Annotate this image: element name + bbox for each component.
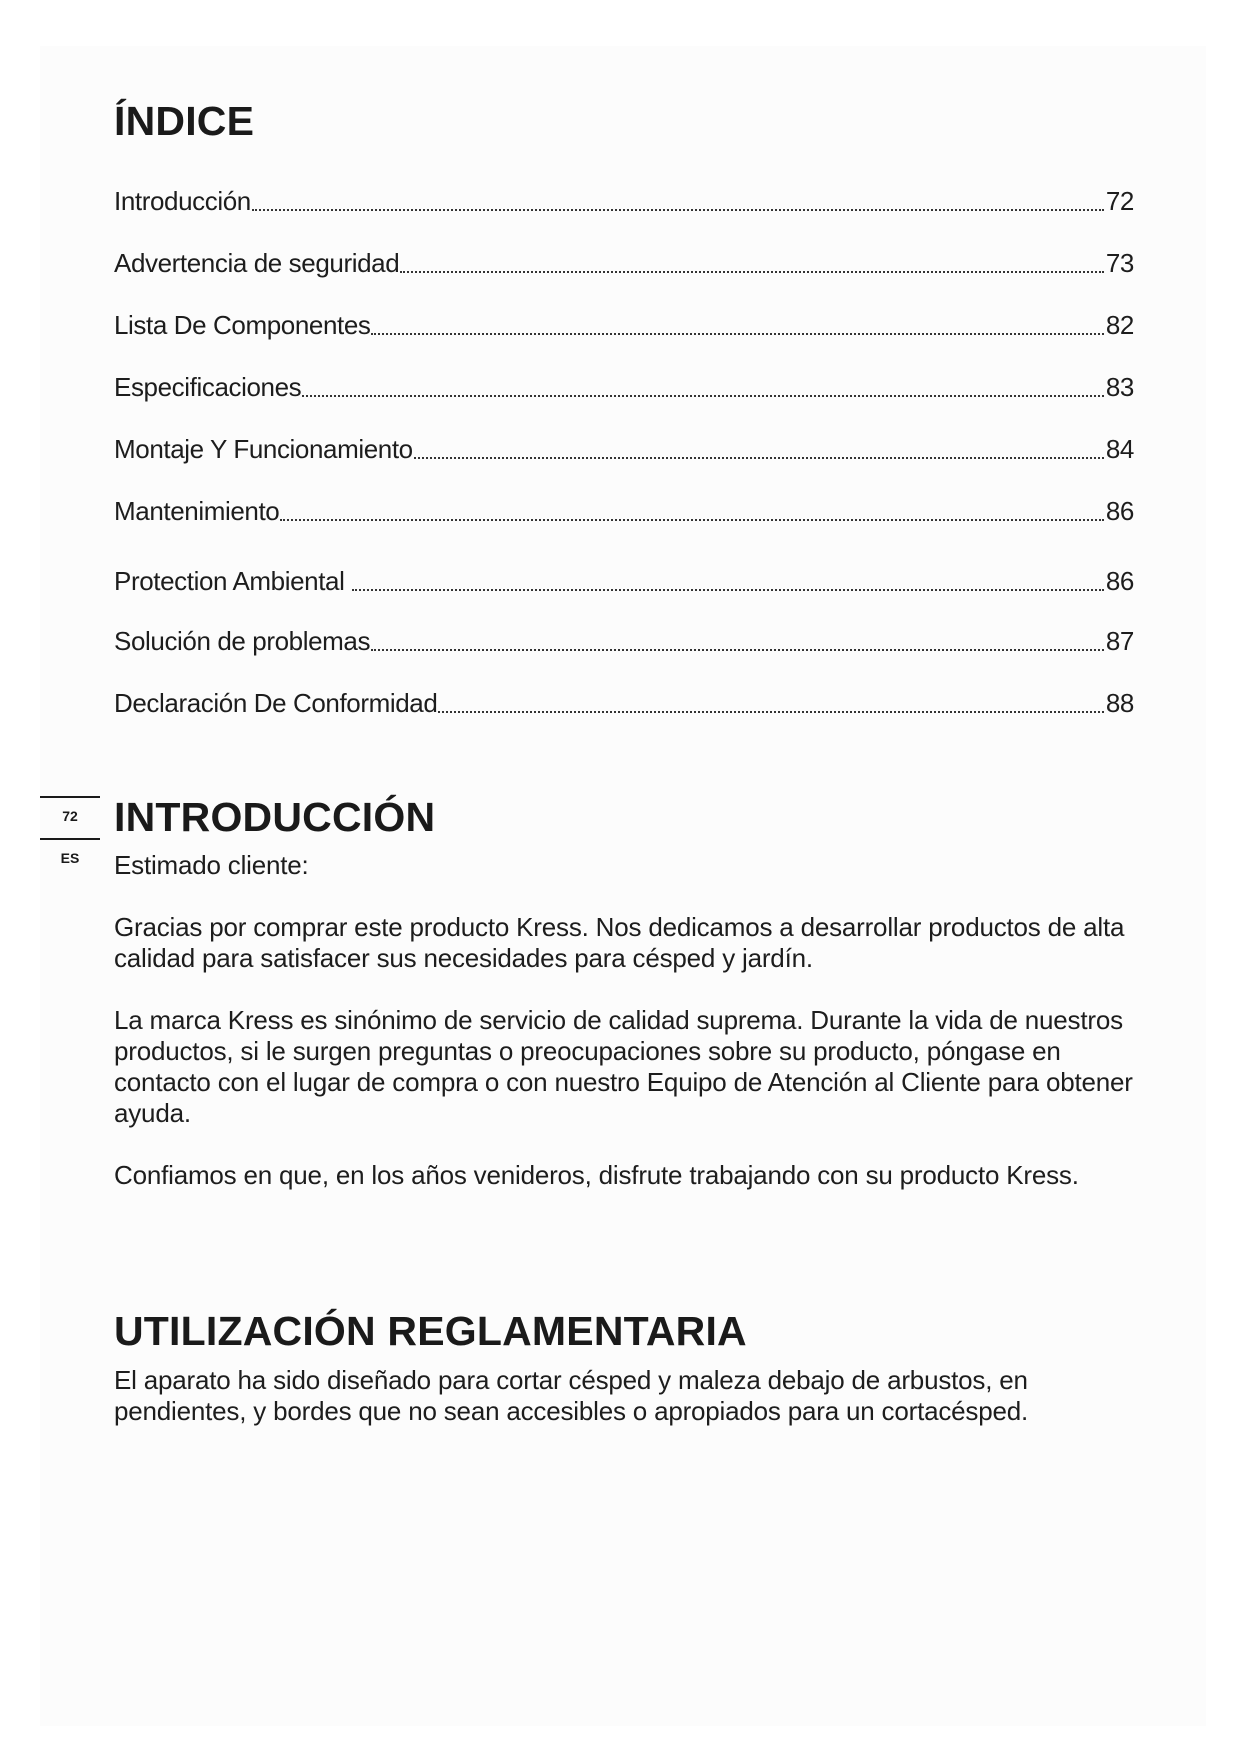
toc-entry[interactable] xyxy=(114,563,1134,597)
toc-entry-page: 86 xyxy=(1105,566,1134,596)
toc-entry-page: 87 xyxy=(1105,626,1134,656)
toc-entry[interactable] xyxy=(114,493,1134,527)
toc-entry-page: 72 xyxy=(1105,186,1134,216)
toc-entry-label: Lista De Componentes xyxy=(114,310,371,340)
side-tab-top-rule xyxy=(40,796,100,798)
toc-entry[interactable] xyxy=(114,245,1134,279)
toc-dot-leader xyxy=(414,456,1104,459)
toc-entry-page: 73 xyxy=(1105,248,1134,278)
introduction-paragraph: La marca Kress es sinónimo de servicio de calidad suprema. Durante la vida de nuestros productos, si le surgen preguntas o preocupaciones sobre su producto, póngase en contacto con el lugar de compra o con nuestro Equipo de Atención al Cliente para obtener ayuda. xyxy=(114,1005,1133,1128)
side-tab-language: ES xyxy=(60,850,80,866)
toc-entry-label: Introducción xyxy=(114,186,251,216)
toc-entry[interactable] xyxy=(114,369,1134,403)
toc-entry-page: 86 xyxy=(1105,496,1134,526)
toc-entry-label: Declaración De Conformidad xyxy=(114,688,438,718)
side-tab-divider xyxy=(40,838,100,840)
toc-entry-label: Advertencia de seguridad xyxy=(114,248,400,278)
toc-dot-leader xyxy=(400,270,1104,273)
toc-entry-page: 82 xyxy=(1105,310,1134,340)
toc-entry-label: Especificaciones xyxy=(114,372,302,402)
toc-dot-leader xyxy=(302,394,1104,397)
intended-use-heading: UTILIZACIÓN REGLAMENTARIA xyxy=(114,1308,747,1354)
toc-entry-label: Solución de problemas xyxy=(114,626,371,656)
toc-entry[interactable] xyxy=(114,685,1134,719)
introduction-paragraph: Gracias por comprar este producto Kress. Nos dedicamos a desarrollar productos de alta calidad para satisfacer sus necesidades para césped y jardín. xyxy=(114,912,1125,973)
toc-entry-label: Protection Ambiental xyxy=(114,566,352,596)
toc-entry-page: 88 xyxy=(1105,688,1134,718)
toc-dot-leader xyxy=(252,208,1104,211)
toc-entry-label: Montaje Y Funcionamiento xyxy=(114,434,413,464)
introduction-greeting: Estimado cliente: xyxy=(114,850,309,880)
introduction-heading: INTRODUCCIÓN xyxy=(114,794,436,840)
toc-entry[interactable] xyxy=(114,183,1134,217)
toc-entry[interactable] xyxy=(114,307,1134,341)
toc-entry-label: Mantenimiento xyxy=(114,496,280,526)
side-tab-page-number: 72 xyxy=(62,808,78,824)
introduction-paragraph: Confiamos en que, en los años venideros, disfrute trabajando con su producto Kress. xyxy=(114,1160,1079,1190)
toc-dot-leader xyxy=(371,332,1103,335)
toc-entry-page: 83 xyxy=(1105,372,1134,402)
toc-dot-leader xyxy=(438,710,1103,713)
intended-use-paragraph: El aparato ha sido diseñado para cortar césped y maleza debajo de arbustos, en pendientes, y bordes que no sean accesibles o apropiados para un cortacésped. xyxy=(114,1365,1029,1426)
toc-entry[interactable] xyxy=(114,623,1134,657)
toc-dot-leader xyxy=(371,648,1104,651)
toc-dot-leader xyxy=(280,518,1104,521)
toc-dot-leader xyxy=(352,588,1104,591)
toc-entry-page: 84 xyxy=(1105,434,1134,464)
toc-entry[interactable] xyxy=(114,431,1134,465)
toc-title: ÍNDICE xyxy=(114,98,255,144)
page-sheet xyxy=(40,46,1206,1726)
